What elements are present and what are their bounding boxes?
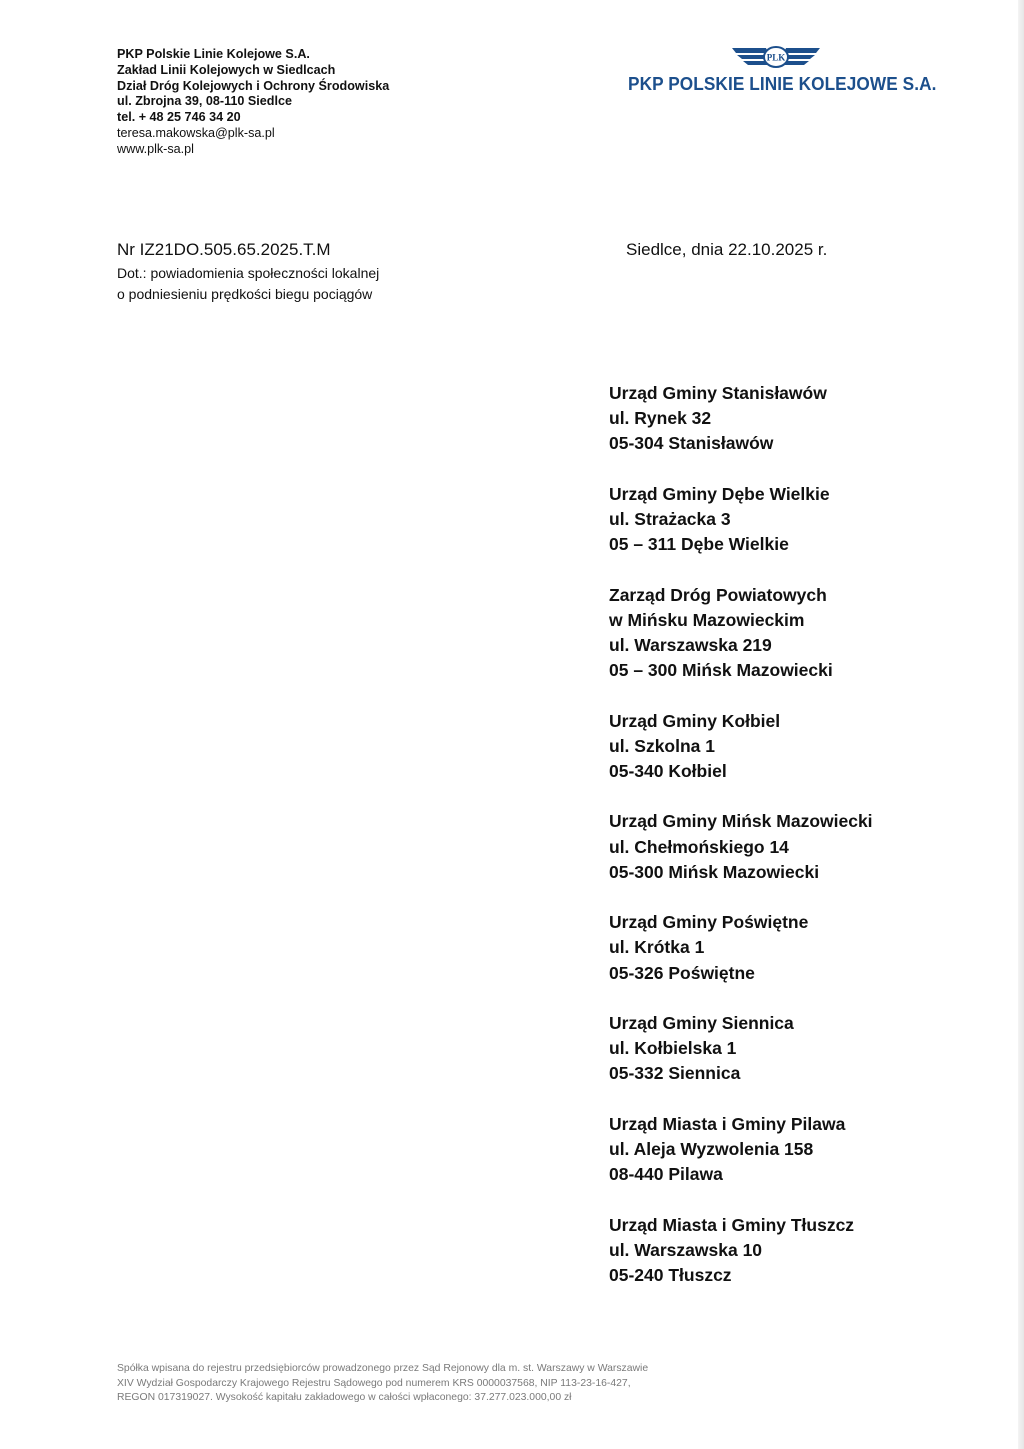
company-logo bbox=[628, 44, 937, 100]
recipient-postcode: 05-340 Kołbiel bbox=[609, 761, 727, 781]
recipient-postcode: 05-326 Poświętne bbox=[609, 962, 755, 983]
footer-line-3: REGON 017319027. Wysokość kapitału zakładowego w całości wpłaconego: 37.277.023.000,00 zł bbox=[117, 1392, 572, 1404]
recipient-postcode: 05-304 Stanisławów bbox=[609, 433, 774, 454]
recipient-postcode: 05-300 Mińsk Mazowiecki bbox=[609, 861, 820, 882]
sender-email: teresa.makowska@plk-sa.pl bbox=[117, 125, 275, 140]
sender-phone: tel. + 48 25 746 34 20 bbox=[117, 110, 241, 125]
recipient-postcode: 05 – 311 Dębe Wielkie bbox=[609, 534, 789, 555]
recipient-address bbox=[609, 809, 873, 885]
recipient-name: Urząd Gminy Kołbiel bbox=[609, 710, 781, 731]
recipient-street: ul. Krótka 1 bbox=[609, 937, 705, 958]
recipient-name: Urząd Gminy Siennica bbox=[609, 1012, 794, 1033]
recipient-name: Urząd Gminy Poświętne bbox=[609, 912, 809, 933]
recipient-street: ul. Rynek 32 bbox=[609, 408, 712, 429]
legal-footer bbox=[117, 1362, 648, 1406]
sender-department: Dział Dróg Kolejowych i Ochrony Środowiska bbox=[117, 78, 390, 93]
recipient-postcode: 05-240 Tłuszcz bbox=[609, 1264, 732, 1285]
recipient-street: ul. Warszawska 219 bbox=[609, 635, 772, 655]
recipient-name: Urząd Miasta i Gminy Pilawa bbox=[609, 1113, 846, 1134]
recipient-address bbox=[609, 583, 873, 684]
recipient-name: Zarząd Dróg Powiatowych bbox=[609, 584, 827, 605]
recipient-street: ul. Chełmońskiego 14 bbox=[609, 836, 789, 857]
recipient-street: ul. Strażacka 3 bbox=[609, 509, 731, 529]
recipient-name: Urząd Gminy Dębe Wielkie bbox=[609, 483, 830, 504]
recipient-address bbox=[609, 482, 873, 558]
recipient-address bbox=[609, 1213, 873, 1289]
recipient-street: ul. Kołbielska 1 bbox=[609, 1038, 737, 1059]
recipient-name-cont: w Mińsku Mazowieckim bbox=[609, 609, 805, 630]
recipient-address bbox=[609, 709, 873, 785]
recipient-address bbox=[609, 1112, 873, 1188]
subject-block bbox=[117, 263, 379, 305]
place-date: Siedlce, dnia 22.10.2025 r. bbox=[626, 240, 828, 259]
recipient-address bbox=[609, 1011, 873, 1087]
sender-block bbox=[117, 47, 389, 158]
page-edge bbox=[1018, 0, 1024, 1449]
recipient-street: ul. Szkolna 1 bbox=[609, 735, 715, 756]
recipient-list bbox=[609, 381, 873, 1313]
sender-street: ul. Zbrojna 39, 08-110 Siedlce bbox=[117, 94, 292, 109]
recipient-postcode: 05 – 300 Mińsk Mazowiecki bbox=[609, 660, 833, 681]
logo-wordmark: PKP POLSKIE LINIE KOLEJOWE S.A. bbox=[628, 73, 937, 94]
footer-line-1: Spółka wpisana do rejestru przedsiębiorców prowadzonego przez Sąd Rejonowy dla m. st. Warszawy w Warszawie bbox=[117, 1363, 649, 1374]
recipient-postcode: 08-440 Pilawa bbox=[609, 1164, 723, 1185]
sender-division: Zakład Linii Kolejowych w Siedlcach bbox=[117, 62, 336, 77]
recipient-name: Urząd Gminy Stanisławów bbox=[609, 383, 827, 403]
recipient-address bbox=[609, 381, 873, 457]
recipient-address bbox=[609, 910, 873, 986]
subject-line-2: o podniesieniu prędkości biegu pociągów bbox=[117, 286, 373, 302]
recipient-name: Urząd Miasta i Gminy Tłuszcz bbox=[609, 1214, 855, 1235]
recipient-street: ul. Aleja Wyzwolenia 158 bbox=[609, 1138, 814, 1159]
recipient-street: ul. Warszawska 10 bbox=[609, 1239, 763, 1260]
sender-website: www.plk-sa.pl bbox=[117, 141, 194, 156]
logo-emblem-text: PLK bbox=[766, 52, 786, 63]
recipient-postcode: 05-332 Siennica bbox=[609, 1063, 741, 1084]
reference-number: Nr IZ21DO.505.65.2025.T.M bbox=[117, 240, 331, 259]
footer-line-2: XIV Wydział Gospodarczy Krajowego Rejestru Sądowego pod numerem KRS 0000037568, NIP 113-23-16-427, bbox=[117, 1377, 631, 1389]
winged-emblem-icon bbox=[732, 44, 820, 72]
subject-line-1: Dot.: powiadomienia społeczności lokalnej bbox=[117, 265, 380, 281]
sender-company: PKP Polskie Linie Kolejowe S.A. bbox=[117, 47, 310, 61]
recipient-name: Urząd Gminy Mińsk Mazowiecki bbox=[609, 811, 873, 832]
